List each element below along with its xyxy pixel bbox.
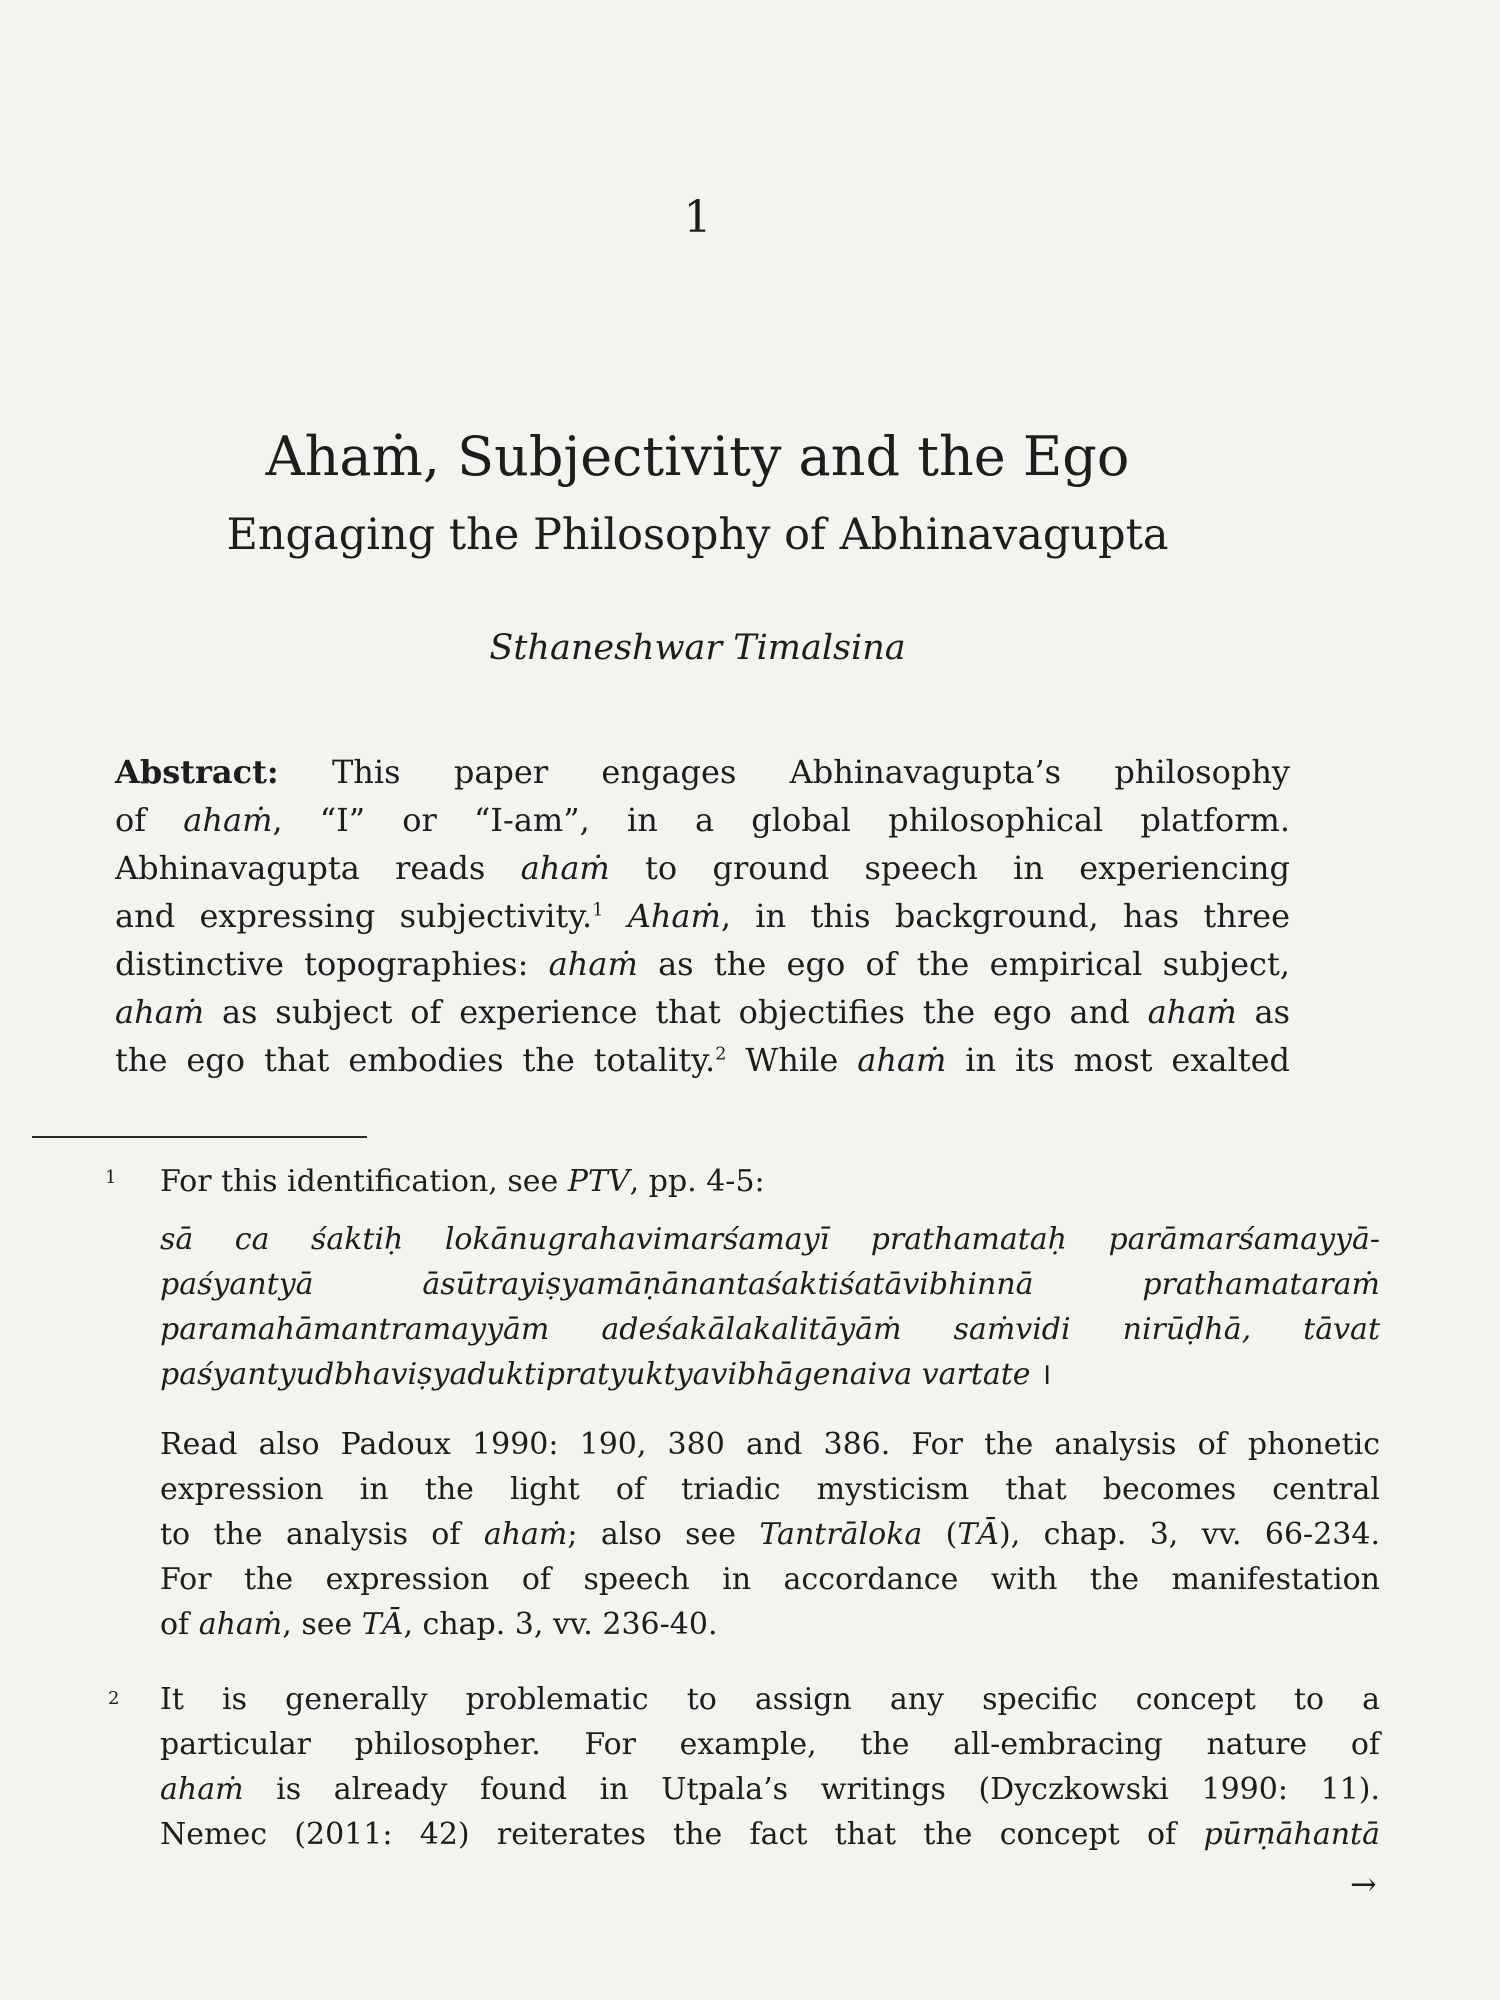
footnote-term: ahaṁ bbox=[198, 1607, 283, 1642]
abstract-text: While bbox=[726, 1041, 858, 1079]
sanskrit-quote-line: paramahāmantramayyām adeśakālakalitāyāṁ saṁvidi nirūḍhā, tāvat bbox=[160, 1312, 1380, 1347]
abstract-term: Ahaṁ bbox=[627, 897, 721, 935]
footnote-separator bbox=[32, 1136, 367, 1138]
footnote-text: , pp. 4-5: bbox=[629, 1164, 765, 1199]
sanskrit-quote-line bbox=[160, 1355, 1380, 1395]
abstract-text: of bbox=[115, 801, 184, 839]
footnote-text: Nemec (2011: 42) reiterates the fact that the concept of bbox=[160, 1817, 1204, 1852]
abstract-text: as the ego of the empirical subject, bbox=[637, 945, 1291, 983]
footnote-term: pūrṇāhantā bbox=[1203, 1817, 1380, 1852]
footnote-title: Tantrāloka bbox=[759, 1517, 923, 1552]
footnote-abbrev: TĀ bbox=[957, 1517, 1000, 1552]
abstract-term: ahaṁ bbox=[520, 849, 610, 887]
author-name: Sthaneshwar Timalsina bbox=[489, 628, 906, 668]
abstract-term: ahaṁ bbox=[1147, 993, 1237, 1031]
footnote-abbrev: PTV bbox=[567, 1164, 630, 1199]
chapter-title: Ahaṁ, Subjectivity and the Ego bbox=[265, 425, 1130, 488]
chapter-number: 1 bbox=[683, 192, 712, 243]
abstract-text: Abhinavagupta reads bbox=[115, 849, 521, 887]
footnote-term: ahaṁ bbox=[483, 1517, 568, 1552]
footnote-line: expression in the light of triadic mysticism that becomes central bbox=[160, 1472, 1380, 1507]
abstract-term: ahaṁ bbox=[548, 945, 638, 983]
footnote-marker: 1 bbox=[105, 1167, 117, 1188]
footnote-line bbox=[160, 1162, 1380, 1202]
footnote-text: For this identification, see bbox=[160, 1164, 568, 1199]
abstract-text: , in this background, has three bbox=[720, 897, 1291, 935]
footnote-ref: 1 bbox=[592, 900, 604, 921]
footnote-line: particular philosopher. For example, the all-embracing nature of bbox=[160, 1727, 1380, 1762]
abstract-term: ahaṁ bbox=[857, 1041, 947, 1079]
footnote-ref: 2 bbox=[715, 1044, 727, 1065]
footnote-text: ), chap. 3, vv. 66-234. bbox=[999, 1517, 1380, 1552]
abstract-line bbox=[115, 896, 1290, 936]
footnote-text: ( bbox=[922, 1517, 958, 1552]
abstract-label: Abstract: bbox=[115, 753, 279, 791]
footnote-line bbox=[160, 1770, 1380, 1810]
abstract-text: , “I” or “I-am”, in a global philosophical platform. bbox=[272, 801, 1291, 839]
abstract-text: as subject of experience that objectifies the ego and bbox=[204, 993, 1148, 1031]
footnote-text: , see bbox=[282, 1607, 362, 1642]
abstract-text: in its most exalted bbox=[946, 1041, 1291, 1079]
footnote-text: is already found in Utpala’s writings (Dyczkowski 1990: 11). bbox=[243, 1772, 1380, 1807]
footnote-term: ahaṁ bbox=[160, 1772, 244, 1807]
abstract-term: ahaṁ bbox=[183, 801, 273, 839]
footnote-line bbox=[160, 1605, 1380, 1645]
abstract-text: to ground speech in experiencing bbox=[609, 849, 1291, 887]
abstract-text bbox=[603, 897, 627, 935]
sanskrit-quote-line: sā ca śaktiḥ lokānugrahavimarśamayī prathamataḥ parāmarśamayyā- bbox=[160, 1222, 1380, 1257]
footnote-text: ; also see bbox=[567, 1517, 760, 1552]
abstract-text: This paper engages Abhinavagupta’s philosophy bbox=[331, 753, 1290, 791]
footnote-text: , chap. 3, vv. 236-40. bbox=[403, 1607, 718, 1642]
footnote-text: of bbox=[160, 1607, 199, 1642]
sanskrit-quote-line: paśyantyā āsūtrayiṣyamāṇānantaśaktiśatāvibhinnā prathamataraṁ bbox=[160, 1267, 1380, 1302]
footnote-line: It is generally problematic to assign any specific concept to a bbox=[160, 1682, 1380, 1717]
danda-mark: । bbox=[1030, 1357, 1052, 1392]
footnote-line: For the expression of speech in accordance with the manifestation bbox=[160, 1562, 1380, 1597]
chapter-subtitle: Engaging the Philosophy of Abhinavagupta bbox=[226, 510, 1169, 560]
abstract-line bbox=[115, 752, 1290, 792]
footnote-abbrev: TĀ bbox=[361, 1607, 404, 1642]
sanskrit-quote-text: paśyantyudbhaviṣyaduktipratyuktyavibhāgenaiva vartate bbox=[160, 1357, 1031, 1392]
continued-arrow-icon: → bbox=[1350, 1865, 1377, 1903]
footnote-marker: 2 bbox=[108, 1688, 120, 1709]
footnote-text: to the analysis of bbox=[160, 1517, 484, 1552]
abstract-term: ahaṁ bbox=[115, 993, 205, 1031]
abstract-line bbox=[115, 944, 1290, 984]
abstract-text: distinctive topographies: bbox=[115, 945, 549, 983]
abstract-line bbox=[115, 1040, 1290, 1080]
footnote-line: Read also Padoux 1990: 190, 380 and 386. For the analysis of phonetic bbox=[160, 1427, 1380, 1462]
abstract-line bbox=[115, 800, 1290, 840]
abstract-text: and expressing subjectivity. bbox=[115, 897, 593, 935]
abstract-text: the ego that embodies the totality. bbox=[115, 1041, 716, 1079]
abstract-line bbox=[115, 992, 1290, 1032]
abstract-line bbox=[115, 848, 1290, 888]
abstract-text: as bbox=[1236, 993, 1291, 1031]
footnote-line bbox=[160, 1815, 1380, 1855]
footnote-line bbox=[160, 1515, 1380, 1555]
